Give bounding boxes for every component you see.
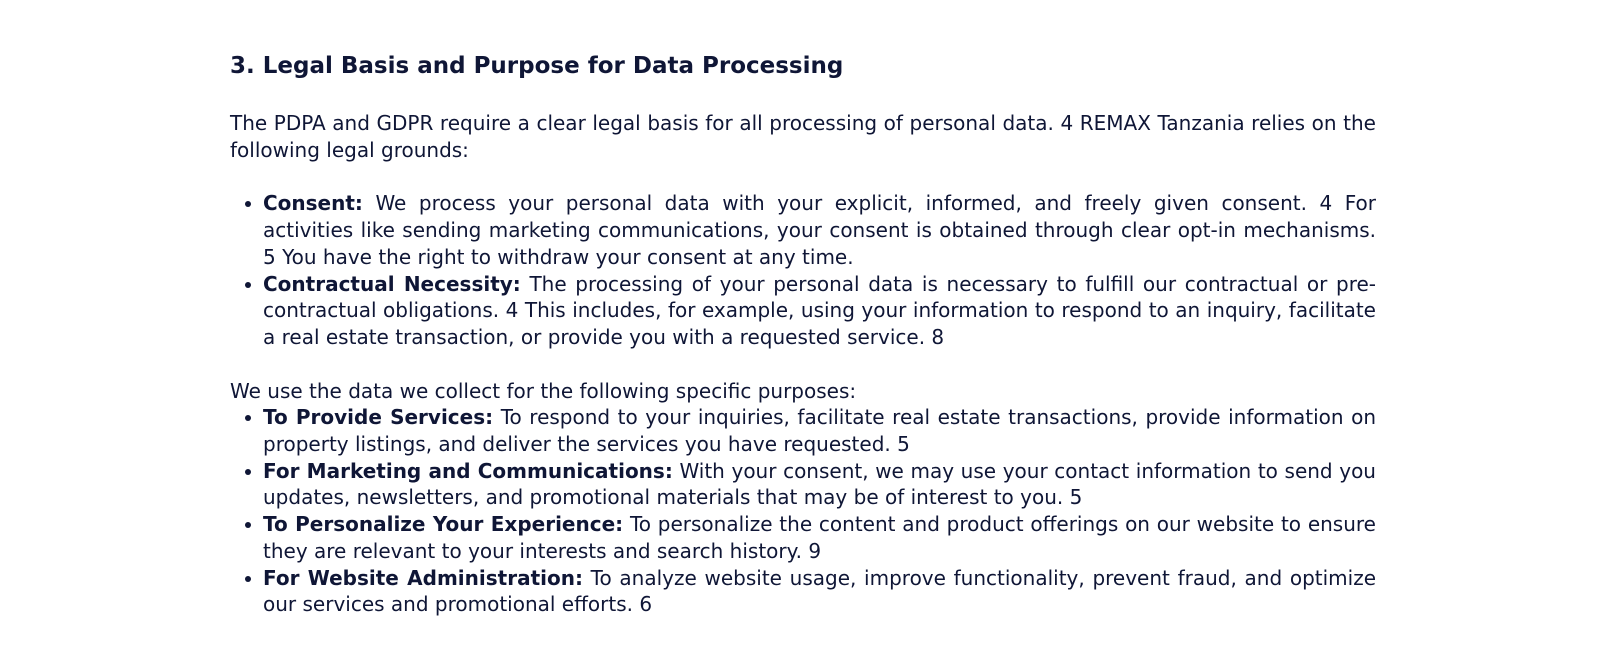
list-item-term: To Provide Services: [263, 405, 494, 430]
list-item-consent [263, 190, 1376, 270]
list-item-text: The processing of your personal data is necessary to fulfill our contractual or pre-contractual obligations. 4 This includes, for example, using your information to respond to an inquiry, facilitate a real estate transaction, or provide you with a requested service. 8 [263, 271, 1376, 349]
list-item-marketing [263, 458, 1376, 511]
list-item-text: To personalize the content and product offerings on our website to ensure they are relevant to your interests and search history. 9 [263, 512, 1376, 563]
purposes-list [230, 404, 1376, 618]
list-item-term: For Website Administration: [263, 565, 583, 590]
legal-grounds-list [230, 190, 1376, 350]
list-item-website-administration [263, 565, 1376, 618]
list-item-term: For Marketing and Communications: [263, 458, 673, 483]
list-item-personalize [263, 511, 1376, 564]
list-item-text: With your consent, we may use your contact information to send you updates, newsletters, and promotional materials that may be of interest to you. 5 [263, 458, 1376, 510]
document-section [230, 48, 1376, 618]
list-item-term: Contractual Necessity: [263, 271, 521, 296]
list-item-term: To Personalize Your Experience: [263, 512, 624, 537]
intro-paragraph: The PDPA and GDPR require a clear legal basis for all processing of personal data. 4 REMAX Tanzania relies on the following legal grounds: [230, 111, 1376, 162]
list-item-provide-services [263, 404, 1376, 457]
list-item-contractual-necessity [263, 271, 1376, 351]
list-item-text: We process your personal data with your explicit, informed, and freely given consent. 4 For activities like sending marketing communications, your consent is obtained through clear opt-in mechanisms. 5 You have the right to withdraw your consent at any time. [263, 191, 1376, 269]
list-item-term: Consent: [263, 191, 363, 216]
purposes-intro-paragraph: We use the data we collect for the following specific purposes: [230, 378, 857, 403]
list-item-text: To respond to your inquiries, facilitate real estate transactions, provide information on property listings, and deliver the services you have requested. 5 [263, 405, 1377, 457]
section-title: 3. Legal Basis and Purpose for Data Processing [230, 53, 844, 79]
list-item-text: To analyze website usage, improve functionality, prevent fraud, and optimize our services and promotional efforts. 6 [263, 565, 1377, 617]
